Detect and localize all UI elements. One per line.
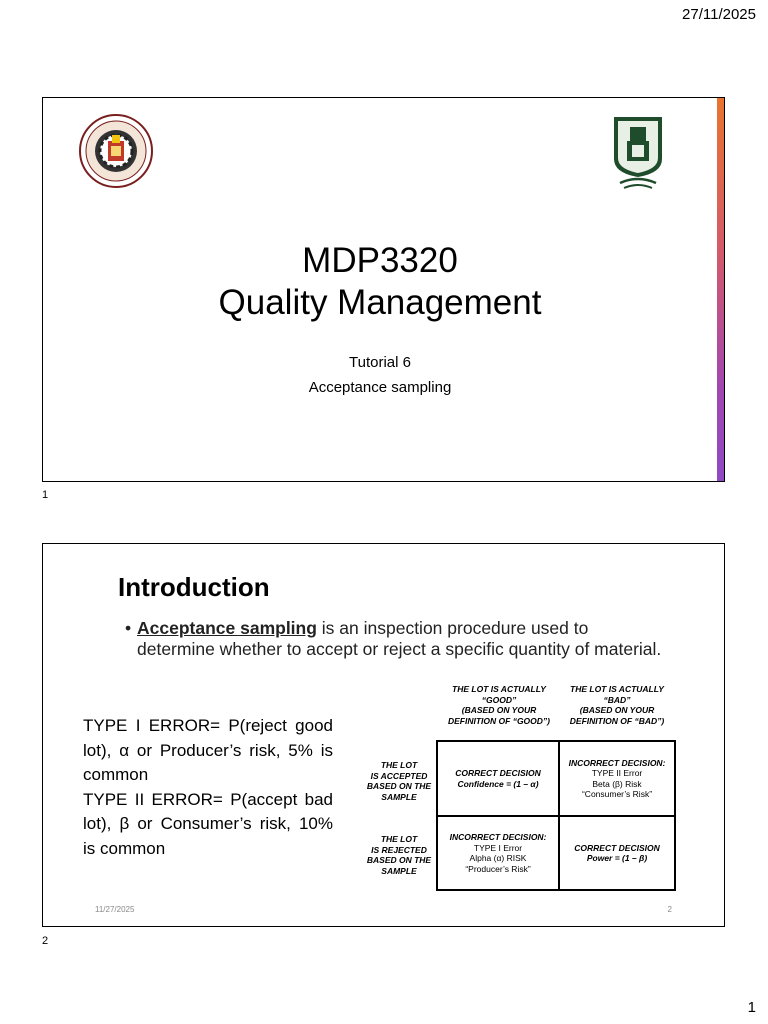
decision-matrix	[360, 674, 690, 899]
matrix-row-header-accepted: THE LOT IS ACCEPTED BASED ON THE SAMPLE	[366, 760, 432, 802]
slide-number: 1	[42, 489, 49, 501]
page-date: 27/11/2025	[682, 6, 756, 23]
slide-heading: Introduction	[118, 572, 270, 602]
matrix-col-header-bad: THE LOT IS ACTUALLY “BAD” (BASED ON YOUR DEFINITION OF “BAD”)	[569, 684, 665, 726]
page-number: 1	[747, 999, 756, 1016]
slide-number: 2	[42, 935, 49, 947]
bullet-point	[125, 618, 665, 660]
slide-footer-date: 11/27/2025	[95, 905, 135, 914]
slide-title	[43, 240, 717, 324]
matrix-cell-correct-reject: CORRECT DECISION Power = (1 – β)	[574, 842, 660, 863]
matrix-cell-type-1: INCORRECT DECISION: TYPE I Error Alpha (α) RISK “Producer’s Risk”	[438, 817, 560, 889]
matrix-row-header-rejected: THE LOT IS REJECTED BASED ON THE SAMPLE	[366, 834, 432, 876]
university-logo	[610, 113, 666, 191]
course-name: Quality Management	[218, 283, 542, 322]
bullet-text: is an inspection procedure used to determine whether to accept or reject a specific quantity of material.	[137, 618, 662, 659]
slide-footer-number: 2	[667, 905, 672, 914]
matrix-col-header-good: THE LOT IS ACTUALLY “GOOD” (BASED ON YOUR DEFINITION OF “GOOD”)	[448, 684, 550, 726]
slide-subtitle	[43, 354, 717, 404]
matrix-cell-type-2: INCORRECT DECISION: TYPE II Error Beta (β) Risk “Consumer’s Risk”	[560, 742, 674, 817]
tutorial-label: Tutorial 6	[349, 354, 411, 371]
bullet-term: Acceptance sampling	[137, 618, 317, 638]
type-2-error: TYPE II ERROR= P(accept bad lot), β or Consumer’s risk, 10% is common	[83, 789, 333, 858]
course-code: MDP3320	[302, 241, 458, 280]
slide-1	[42, 97, 725, 482]
faculty-seal-logo	[78, 113, 154, 189]
type-1-error: TYPE I ERROR= P(reject good lot), α or Producer’s risk, 5% is common	[83, 716, 333, 784]
bullet-icon: •	[125, 618, 132, 638]
error-definitions	[83, 714, 333, 861]
slide-2	[42, 543, 725, 927]
topic-label: Acceptance sampling	[308, 379, 452, 396]
accent-bar	[717, 98, 724, 481]
matrix-cell-correct-accept: CORRECT DECISION Confidence = (1 – α)	[438, 742, 560, 817]
matrix-grid	[436, 740, 676, 891]
